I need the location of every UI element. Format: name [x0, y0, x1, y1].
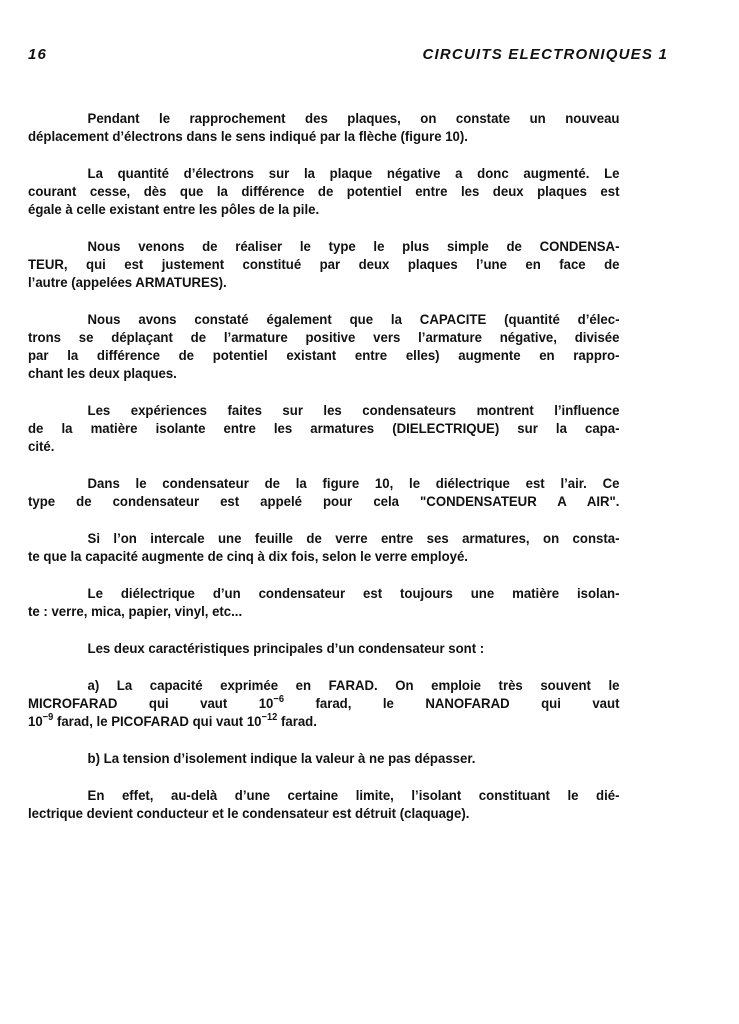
- text-line: La quantité d’électrons sur la plaque négative a donc augmenté. Le: [87, 166, 620, 182]
- farad-text: farad.: [277, 714, 317, 730]
- paragraph-farad: [28, 677, 619, 731]
- text-line: TEUR, qui est justement constitué par deux plaques l’une en face de: [28, 257, 620, 273]
- paragraph-feuille-de-verre: [28, 530, 619, 566]
- paragraph-matiere-isolante: [28, 585, 619, 621]
- paragraph-condensateur-a-air: [28, 475, 619, 511]
- page-number: 16: [28, 46, 48, 63]
- text-line: En effet, au-delà d’une certaine limite, l’isolant constituant le dié-: [87, 788, 620, 804]
- text-line: [28, 713, 619, 731]
- text-line: Dans le condensateur de la figure 10, le diélectrique est l’air. Ce: [87, 476, 620, 492]
- text-line: Le diélectrique d’un condensateur est toujours une matière isolan-: [87, 586, 620, 602]
- text-line: [28, 695, 619, 713]
- text-line: type de condensateur est appelé pour cela "CONDENSATEUR A AIR".: [28, 494, 620, 510]
- text-line: Nous avons constaté également que la CAPACITE (quantité d’élec-: [87, 312, 620, 328]
- text-line: par la différence de potentiel existant entre elles) augmente en rappro-: [28, 348, 620, 364]
- text-line: Les expériences faites sur les condensateurs montrent l’influence: [87, 403, 620, 419]
- running-header: [28, 46, 668, 68]
- exponent-minus-12: −12: [261, 712, 278, 723]
- text-line: trons se déplaçant de l’armature positive vers l’armature négative, divisée: [28, 330, 620, 346]
- text-line: déplacement d’électrons dans le sens indiqué par la flèche (figure 10).: [28, 129, 468, 145]
- text-line: égale à celle existant entre les pôles de la pile.: [28, 202, 320, 218]
- paragraph-dielectrique: [28, 402, 619, 456]
- picofarad-text: farad, le PICOFARAD qui vaut 10: [53, 714, 262, 730]
- text-line: a) La capacité exprimée en FARAD. On emploie très souvent le: [87, 678, 620, 694]
- paragraph-condensateur-definition: [28, 238, 619, 292]
- text-line: Les deux caractéristiques principales d’un condensateur sont :: [87, 641, 485, 657]
- text-line: de la matière isolante entre les armatures (DIELECTRIQUE) sur la capa-: [28, 421, 620, 437]
- text-line: te que la capacité augmente de cinq à dix fois, selon le verre employé.: [28, 549, 468, 565]
- text-line: Nous venons de réaliser le type le plus simple de CONDENSA-: [87, 239, 620, 255]
- paragraph-claquage: [28, 787, 619, 823]
- exponent-minus-6: −6: [273, 694, 285, 705]
- ten-text: 10: [28, 714, 43, 730]
- text-line: lectrique devient conducteur et le condensateur est détruit (claquage).: [28, 806, 470, 822]
- text-line: Pendant le rapprochement des plaques, on constate un nouveau: [87, 111, 620, 127]
- text-line: te : verre, mica, papier, vinyl, etc...: [28, 604, 243, 620]
- body-text: [28, 110, 619, 842]
- text-line: Si l’on intercale une feuille de verre entre ses armatures, on consta-: [87, 531, 620, 547]
- exponent-minus-9: −9: [42, 712, 54, 723]
- text-line: chant les deux plaques.: [28, 366, 177, 382]
- text-line: courant cesse, dès que la différence de potentiel entre les deux plaques est: [28, 184, 620, 200]
- text-line: b) La tension d’isolement indique la valeur à ne pas dépasser.: [87, 751, 476, 767]
- text-line: cité.: [28, 439, 55, 455]
- paragraph-caracteristiques: [28, 640, 619, 658]
- text-line: l’autre (appelées ARMATURES).: [28, 275, 227, 291]
- microfarad-text: MICROFARAD qui vaut 10: [28, 696, 274, 712]
- book-title: CIRCUITS ELECTRONIQUES 1: [422, 46, 668, 63]
- paragraph-electron-quantity: [28, 165, 619, 219]
- paragraph-plates-approach: [28, 110, 619, 146]
- paragraph-tension-isolement: [28, 750, 619, 768]
- paragraph-capacite: [28, 311, 619, 383]
- nanofarad-text: farad, le NANOFARAD qui vaut: [284, 696, 620, 712]
